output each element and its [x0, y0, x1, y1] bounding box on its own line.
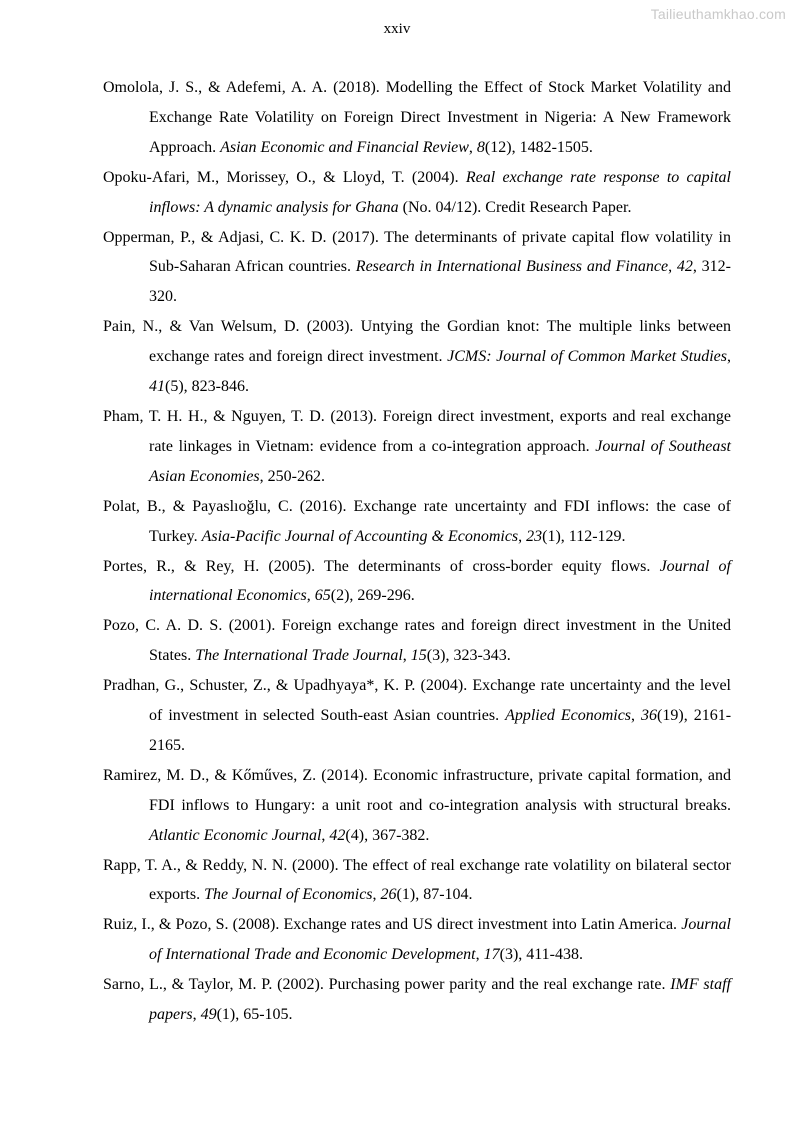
reference-entry: Polat, B., & Payaslıoğlu, C. (2016). Exchange rate uncertainty and FDI inflows: the case of Turkey. Asia-Pacific Journal of Accounting & Economics, 23(1), 112-129.	[103, 497, 731, 545]
reference-entry: Pham, T. H. H., & Nguyen, T. D. (2013). Foreign direct investment, exports and real exchange rate linkages in Vietnam: evidence from a co-integration approach. Journal of Southeast Asian Economies, 250-262.	[103, 407, 731, 485]
reference-entry: Sarno, L., & Taylor, M. P. (2002). Purchasing power parity and the real exchange rate. IMF staff papers, 49(1), 65-105.	[103, 976, 731, 1024]
page-number: xxiv	[383, 21, 411, 37]
reference-list	[103, 73, 731, 1030]
reference-entry: Pozo, C. A. D. S. (2001). Foreign exchange rates and foreign direct investment in the United States. The International Trade Journal, 15(3), 323-343.	[103, 617, 731, 665]
reference-entry: Opoku-Afari, M., Morissey, O., & Lloyd, T. (2004). Real exchange rate response to capital inflows: A dynamic analysis for Ghana (No. 04/12). Credit Research Paper.	[103, 168, 731, 216]
reference-entry: Pain, N., & Van Welsum, D. (2003). Untying the Gordian knot: The multiple links between exchange rates and foreign direct investment. JCMS: Journal of Common Market Studies, 41(5), 823-846.	[103, 318, 732, 396]
reference-entry: Rapp, T. A., & Reddy, N. N. (2000). The effect of real exchange rate volatility on bilateral sector exports. The Journal of Economics, 26(1), 87-104.	[103, 856, 731, 904]
reference-entry: Pradhan, G., Schuster, Z., & Upadhyaya*, K. P. (2004). Exchange rate uncertainty and the level of investment in selected South-east Asian countries. Applied Economics, 36(19), 2161-2165.	[103, 677, 732, 754]
reference-entry: Opperman, P., & Adjasi, C. K. D. (2017). The determinants of private capital flow volatility in Sub-Saharan African countries. Research in International Business and Finance, 42, 312-320.	[103, 228, 732, 306]
reference-entry: Ramirez, M. D., & Kőműves, Z. (2014). Economic infrastructure, private capital formation, and FDI inflows to Hungary: a unit root and co-integration analysis with structural breaks. Atlantic Economic Journal, 42(4), 367-382.	[103, 766, 731, 844]
watermark: Tailieuthamkhao.com	[650, 6, 786, 22]
reference-entry: Ruiz, I., & Pozo, S. (2008). Exchange rates and US direct investment into Latin America. Journal of International Trade and Economic Development, 17(3), 411-438.	[103, 916, 731, 964]
reference-entry: Omolola, J. S., & Adefemi, A. A. (2018). Modelling the Effect of Stock Market Volatility and Exchange Rate Volatility on Foreign Direct Investment in Nigeria: A New Framework Approach. Asian Economic and Financial Review, 8(12), 1482-1505.	[103, 79, 731, 156]
reference-entry: Portes, R., & Rey, H. (2005). The determinants of cross-border equity flows. Journal of international Economics, 65(2), 269-296.	[103, 557, 731, 605]
